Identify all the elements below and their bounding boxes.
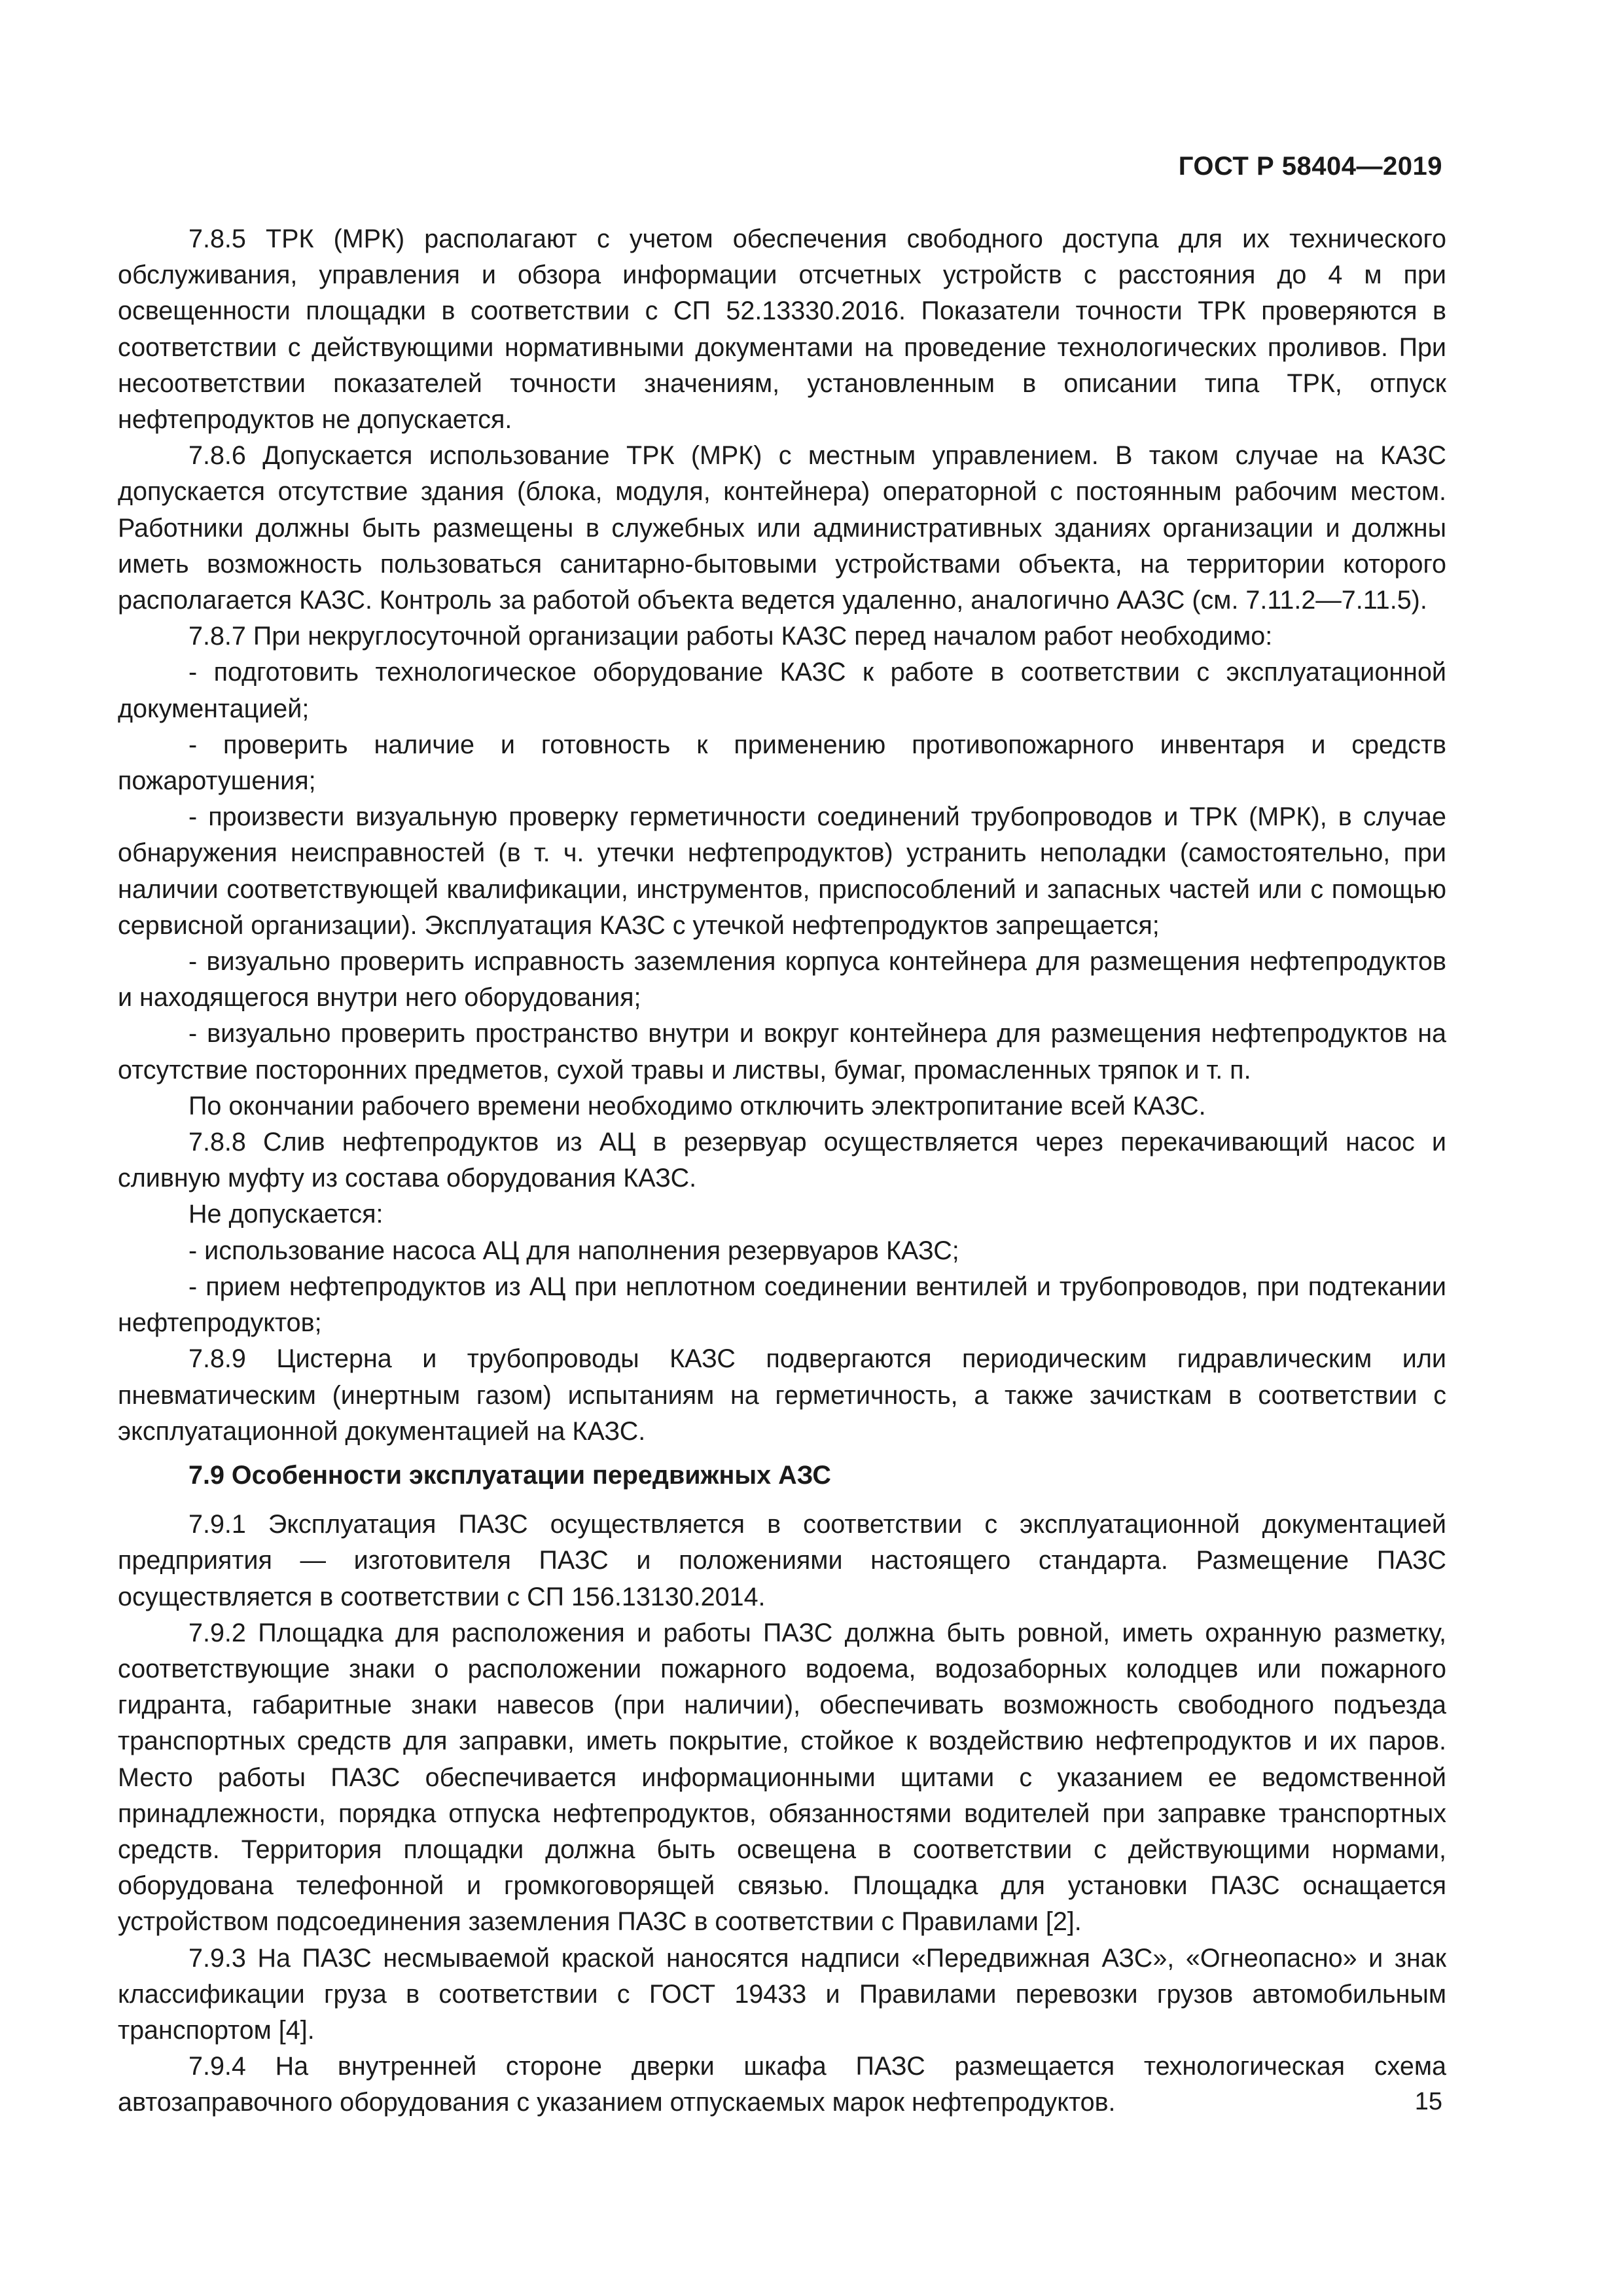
paragraph-7-8-9: 7.8.9 Цистерна и трубопроводы КАЗС подвергаются периодическим гидравлическим или пневматическим (инертным газом) испытаниям на герметичность, а также зачисткам в соответствии с эксплуатационной документацией на КАЗС. bbox=[118, 1344, 1446, 1446]
list-item: - проверить наличие и готовность к применению противопожарного инвентаря и средств пожаротушения; bbox=[118, 730, 1446, 796]
list-item: - использование насоса АЦ для наполнения резервуаров КАЗС; bbox=[188, 1236, 959, 1265]
paragraph-7-8-7: 7.8.7 При некруглосуточной организации работы КАЗС перед началом работ необходимо: bbox=[188, 622, 1273, 651]
paragraph-7-9-1: 7.9.1 Эксплуатация ПАЗС осуществляется в соответствии с эксплуатационной документацией предприятия — изготовителя ПАЗС и положениями настоящего стандарта. Размещение ПАЗС осуществляется в соответствии с СП 156.13130.2014. bbox=[118, 1510, 1446, 1611]
paragraph-7-8-5: 7.8.5 ТРК (МРК) располагают с учетом обеспечения свободного доступа для их технического обслуживания, управления и обзора информации отсчетных устройств с расстояния до 4 м при освещенности площадки в соответствии с СП 52.13330.2016. Показатели точности ТРК проверяются в соответствии с действующими нормативными документами на проведение технологических проливов. При несоответствии показателей точности значениям, установленным в описании типа ТРК, отпуск нефтепродуктов не допускается. bbox=[118, 224, 1446, 435]
paragraph-7-8-6: 7.8.6 Допускается использование ТРК (МРК) с местным управлением. В таком случае на КАЗС допускается отсутствие здания (блока, модуля, контейнера) операторной с постоянным рабочим местом. Работники должны быть размещены в служебных или административных зданиях организации и должны иметь возможность пользоваться санитарно-бытовыми устройствами объекта, на территории которого располагается КАЗС. Контроль за работой объекта ведется удаленно, аналогично ААЗС (см. 7.11.2—7.11.5). bbox=[118, 441, 1446, 615]
section-heading-7-9: 7.9 Особенности эксплуатации передвижных АЗС bbox=[188, 1460, 831, 1490]
paragraph-not-allowed: Не допускается: bbox=[188, 1200, 383, 1229]
paragraph-7-9-4: 7.9.4 На внутренней стороне дверки шкафа ПАЗС размещается технологическая схема автозаправочного оборудования с указанием отпускаемых марок нефтепродуктов. bbox=[118, 2052, 1446, 2117]
list-item: - подготовить технологическое оборудование КАЗС к работе в соответствии с эксплуатационной документацией; bbox=[118, 658, 1446, 723]
document-header: ГОСТ Р 58404—2019 bbox=[1178, 152, 1442, 181]
page-number: 15 bbox=[1414, 2088, 1442, 2115]
paragraph-7-9-2: 7.9.2 Площадка для расположения и работы ПАЗС должна быть ровной, иметь охранную разметку, соответствующие знаки о расположении пожарного водоема, водозаборных колодцев или пожарного гидранта, габаритные знаки навесов (при наличии), обеспечивать возможность свободного подъезда транспортных средств для заправки, иметь покрытие, стойкое к воздействию нефтепродуктов и их паров. Место работы ПАЗС обеспечивается информационными щитами с указанием ее ведомственной принадлежности, порядка отпуска нефтепродуктов, обязанностями водителей при заправке транспортных средств. Территория площадки должна быть освещена в соответствии с действующими нормами, оборудована телефонной и громкоговорящей связью. Площадка для установки ПАЗС оснащается устройством подсоединения заземления ПАЗС в соответствии с Правилами [2]. bbox=[118, 1618, 1446, 1937]
paragraph-7-8-8: 7.8.8 Слив нефтепродуктов из АЦ в резервуар осуществляется через перекачивающий насос и сливную муфту из состава оборудования КАЗС. bbox=[118, 1128, 1446, 1193]
list-item: - визуально проверить пространство внутри и вокруг контейнера для размещения нефтепродуктов на отсутствие посторонних предметов, сухой травы и листвы, бумаг, промасленных тряпок и т. п. bbox=[118, 1019, 1446, 1085]
paragraph-end-of-work: По окончании рабочего времени необходимо отключить электропитание всей КАЗС. bbox=[188, 1091, 1206, 1121]
document-body bbox=[118, 221, 1446, 2121]
list-item: - визуально проверить исправность заземления корпуса контейнера для размещения нефтепродуктов и находящегося внутри него оборудования; bbox=[118, 947, 1446, 1013]
list-item: - произвести визуальную проверку герметичности соединений трубопроводов и ТРК (МРК), в случае обнаружения неисправностей (в т. ч. утечки нефтепродуктов) устранить неполадки (самостоятельно, при наличии соответствующей квалификации, инструментов, приспособлений и запасных частей или с помощью сервисной организации). Эксплуатация КАЗС с утечкой нефтепродуктов запрещается; bbox=[118, 802, 1446, 940]
list-item: - прием нефтепродуктов из АЦ при неплотном соединении вентилей и трубопроводов, при подтекании нефтепродуктов; bbox=[118, 1272, 1446, 1338]
paragraph-7-9-3: 7.9.3 На ПАЗС несмываемой краской наносятся надписи «Передвижная АЗС», «Огнеопасно» и знак классификации груза в соответствии с ГОСТ 19433 и Правилами перевозки грузов автомобильным транспортом [4]. bbox=[118, 1943, 1446, 2045]
